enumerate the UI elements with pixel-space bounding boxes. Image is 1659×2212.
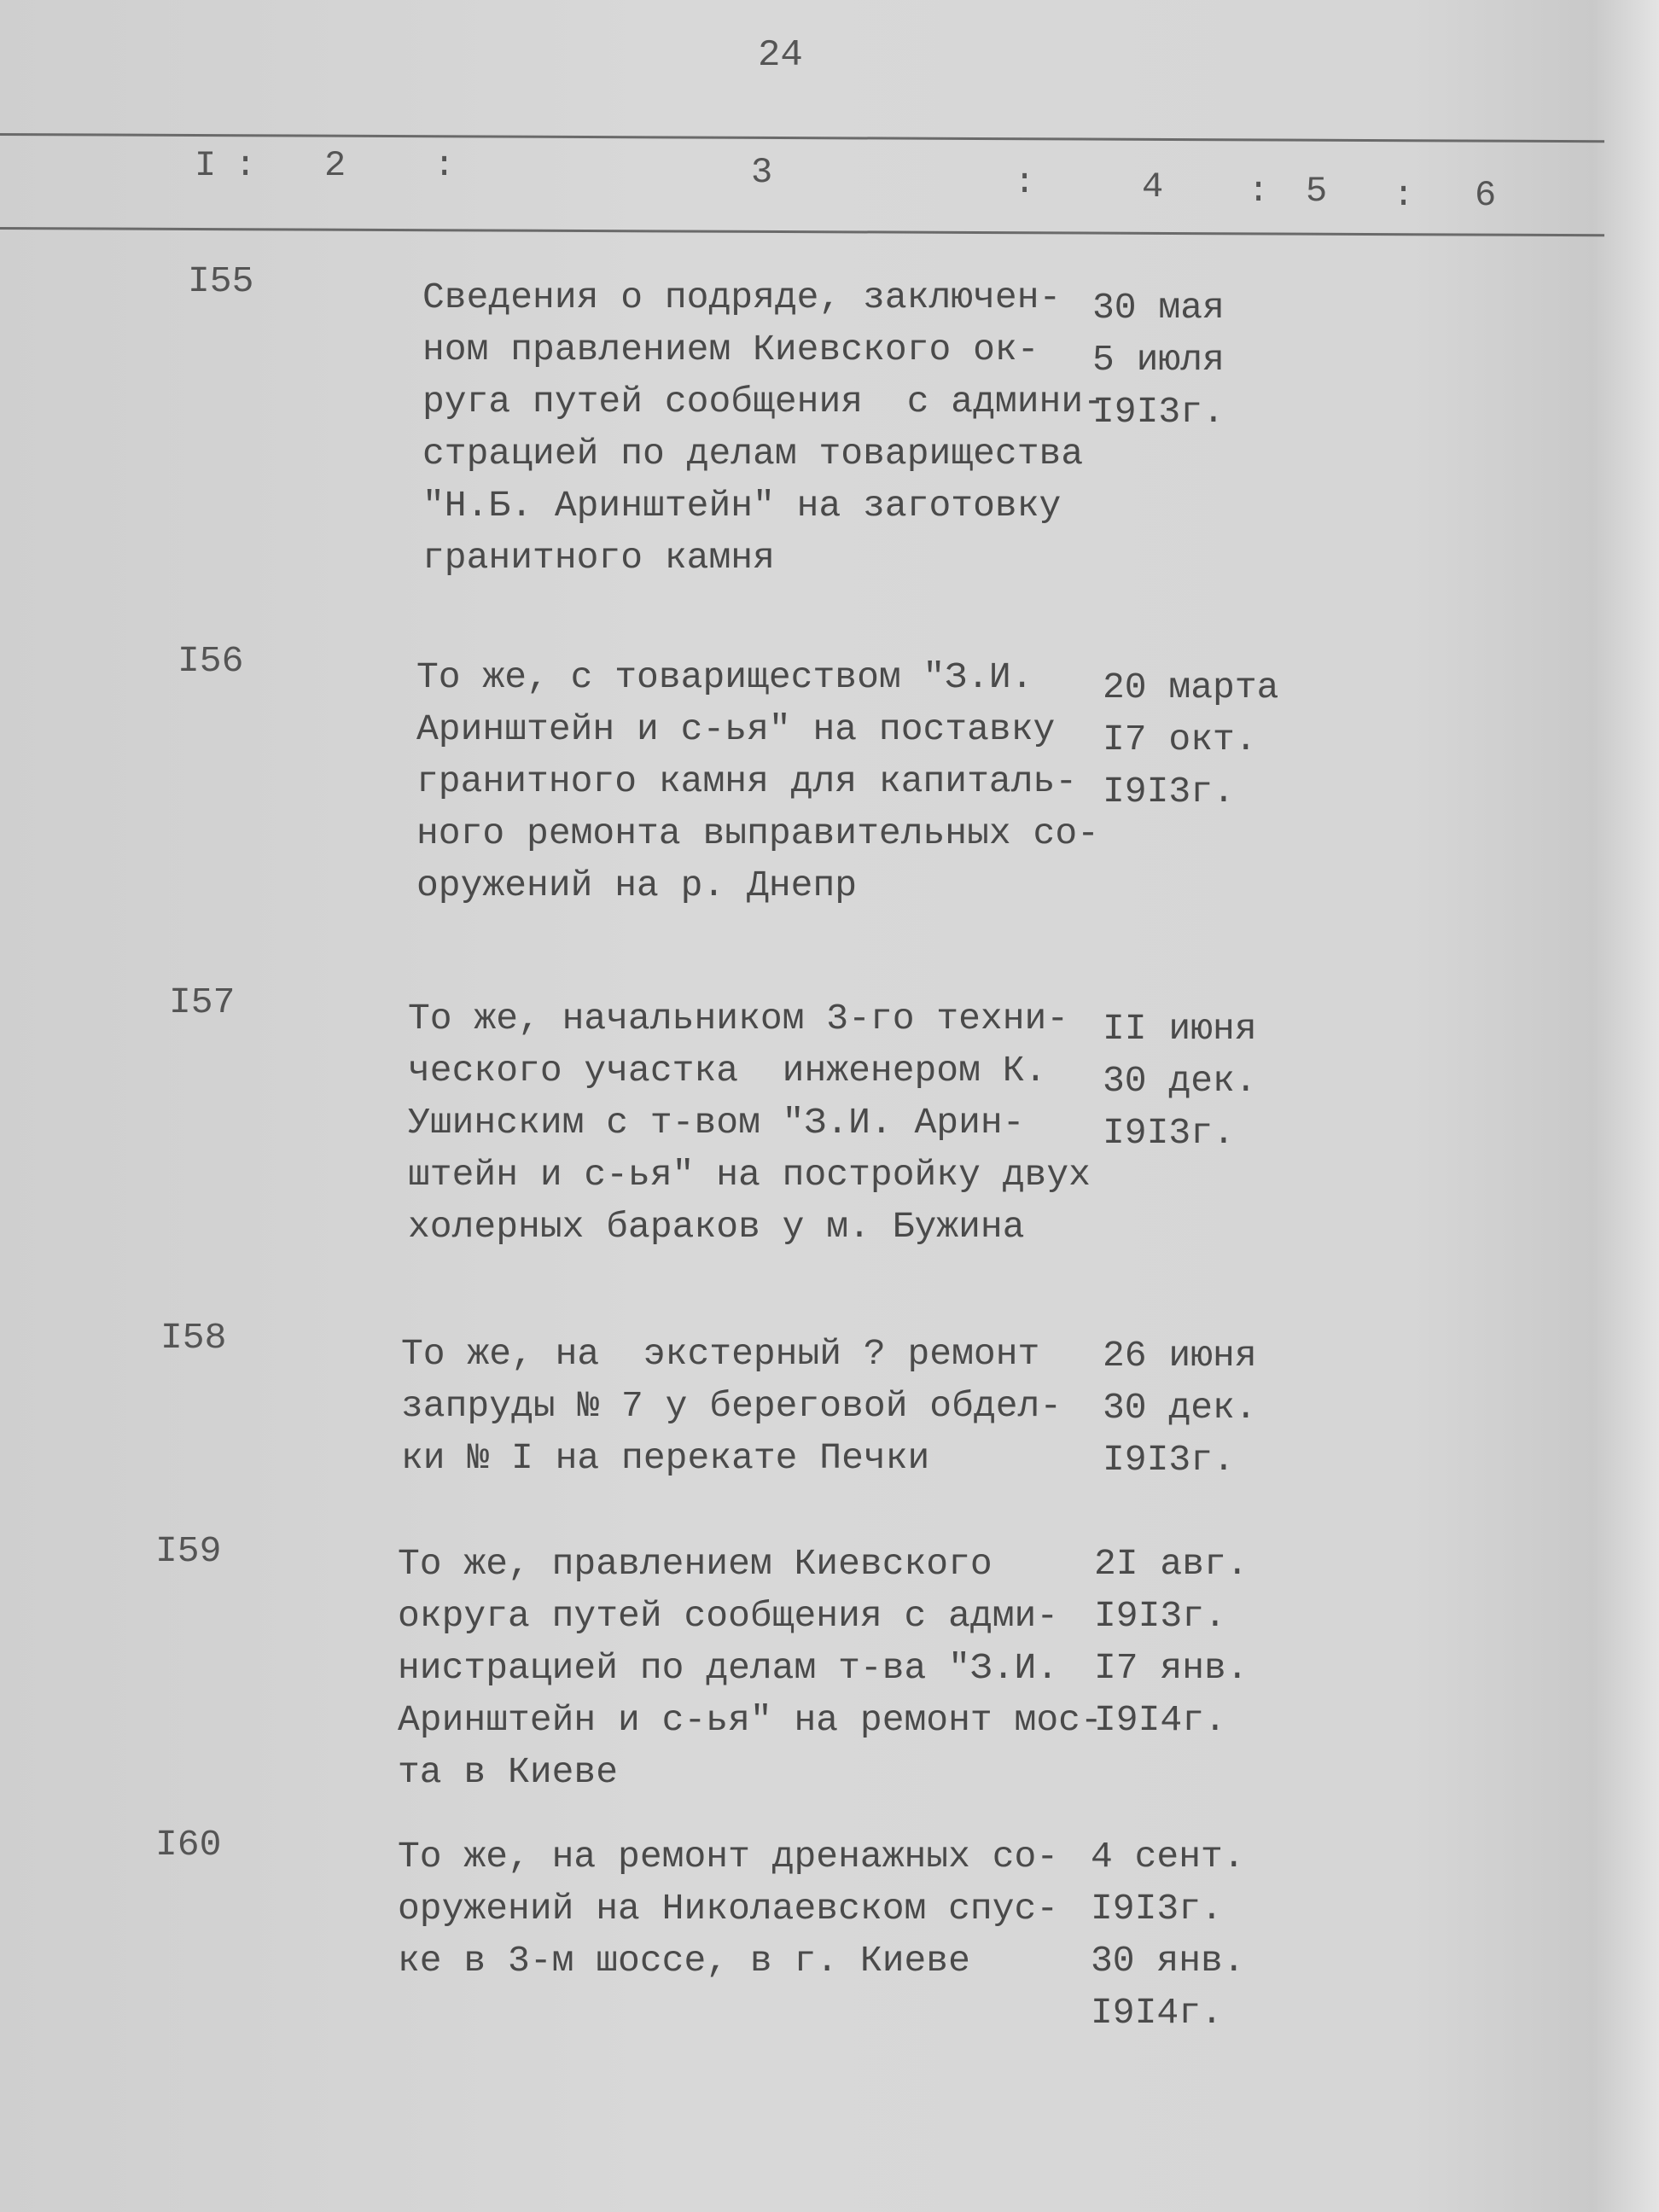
description-line: гранитного камня xyxy=(422,537,775,579)
col-5-header: 5 xyxy=(1306,171,1328,212)
entry-number: I56 xyxy=(178,640,244,682)
col-3-header: 3 xyxy=(751,152,773,193)
description-line: ном правлением Киевского ок- xyxy=(422,329,1039,370)
description-line: оружений на Николаевском спус- xyxy=(398,1888,1059,1930)
description-line: нистрацией по делам т-ва "З.И. xyxy=(398,1647,1059,1689)
entry-number: I55 xyxy=(188,260,254,302)
entry-description xyxy=(401,1328,1062,1484)
description-line: Сведения о подряде, заключен- xyxy=(422,276,1062,318)
description-line: Аринштейн и с-ья" на ремонт мос- xyxy=(398,1699,1103,1741)
entry-description xyxy=(422,271,1105,584)
entry-number: I58 xyxy=(160,1317,227,1359)
col-separator: : xyxy=(235,145,257,186)
entry-description xyxy=(398,1538,1103,1798)
date-line: I9I3г. xyxy=(1103,1112,1235,1154)
entry-number: I60 xyxy=(155,1824,222,1866)
date-line: I7 янв. xyxy=(1094,1647,1249,1689)
date-line: I9I3г. xyxy=(1092,391,1225,433)
date-line: II июня xyxy=(1103,1008,1257,1050)
description-line: руга путей сообщения с админи- xyxy=(422,381,1105,422)
col-4-header: 4 xyxy=(1142,166,1164,207)
col-separator: : xyxy=(434,145,456,186)
table-header-rule xyxy=(0,227,1604,236)
date-line: 30 янв. xyxy=(1091,1940,1245,1982)
date-line: 2I авг. xyxy=(1094,1543,1249,1585)
date-line: I9I3г. xyxy=(1091,1888,1223,1930)
date-line: 30 дек. xyxy=(1103,1060,1257,1102)
date-line: 26 июня xyxy=(1103,1335,1257,1377)
date-line: I9I3г. xyxy=(1103,1439,1235,1481)
description-line: ного ремонта выправительных со- xyxy=(416,812,1099,854)
entry-dates xyxy=(1103,1003,1257,1159)
entry-number: I57 xyxy=(169,981,236,1023)
entry-dates xyxy=(1091,1831,1245,2039)
col-separator: : xyxy=(1014,162,1036,203)
description-line: округа путей сообщения с адми- xyxy=(398,1595,1059,1637)
col-2-header: 2 xyxy=(324,145,346,186)
col-6-header: 6 xyxy=(1475,175,1497,216)
date-line: I7 окт. xyxy=(1103,719,1257,760)
description-line: страцией по делам товарищества xyxy=(422,433,1084,474)
entry-number: I59 xyxy=(155,1530,222,1572)
description-line: холерных бараков у м. Бужина xyxy=(408,1206,1025,1248)
description-line: "Н.Б. Аринштейн" на заготовку xyxy=(422,485,1062,527)
col-separator: : xyxy=(1248,171,1270,212)
description-line: То же, с товариществом "З.И. xyxy=(416,656,1033,698)
date-line: 20 марта xyxy=(1103,667,1279,708)
description-line: То же, на экстерный ? ремонт xyxy=(401,1333,1040,1375)
date-line: 30 мая xyxy=(1092,287,1225,329)
col-1-header: I xyxy=(195,145,217,186)
description-line: ки № I на перекате Печки xyxy=(401,1437,930,1479)
entry-dates xyxy=(1103,1330,1257,1486)
date-line: 5 июля xyxy=(1092,339,1225,381)
description-line: То же, на ремонт дренажных со- xyxy=(398,1836,1059,1877)
page-number: 24 xyxy=(758,34,803,77)
entry-description xyxy=(398,1831,1058,1987)
description-line: запруды № 7 у береговой обдел- xyxy=(401,1385,1062,1427)
date-line: I9I3г. xyxy=(1094,1595,1226,1637)
date-line: 4 сент. xyxy=(1091,1836,1245,1877)
description-line: ческого участка инженером К. xyxy=(408,1050,1047,1091)
entry-dates xyxy=(1094,1538,1249,1746)
description-line: штейн и с-ья" на постройку двух xyxy=(408,1154,1091,1196)
entry-description xyxy=(408,992,1091,1253)
description-line: То же, начальником 3-го техни- xyxy=(408,998,1069,1039)
entry-dates xyxy=(1092,282,1225,438)
description-line: Ушинским с т-вом "З.И. Арин- xyxy=(408,1102,1025,1144)
description-line: оружений на р. Днепр xyxy=(416,864,858,906)
description-line: гранитного камня для капиталь- xyxy=(416,760,1078,802)
entry-description xyxy=(416,651,1099,911)
date-line: 30 дек. xyxy=(1103,1387,1257,1429)
date-line: I9I3г. xyxy=(1103,771,1235,812)
table-top-rule xyxy=(0,133,1604,143)
col-separator: : xyxy=(1393,175,1415,216)
description-line: Аринштейн и с-ья" на поставку xyxy=(416,708,1056,750)
description-line: То же, правлением Киевского xyxy=(398,1543,992,1585)
date-line: I9I4г. xyxy=(1094,1699,1226,1741)
description-line: та в Киеве xyxy=(398,1751,619,1793)
entry-dates xyxy=(1103,661,1278,818)
description-line: ке в 3-м шоссе, в г. Киеве xyxy=(398,1940,970,1982)
date-line: I9I4г. xyxy=(1091,1992,1223,2034)
